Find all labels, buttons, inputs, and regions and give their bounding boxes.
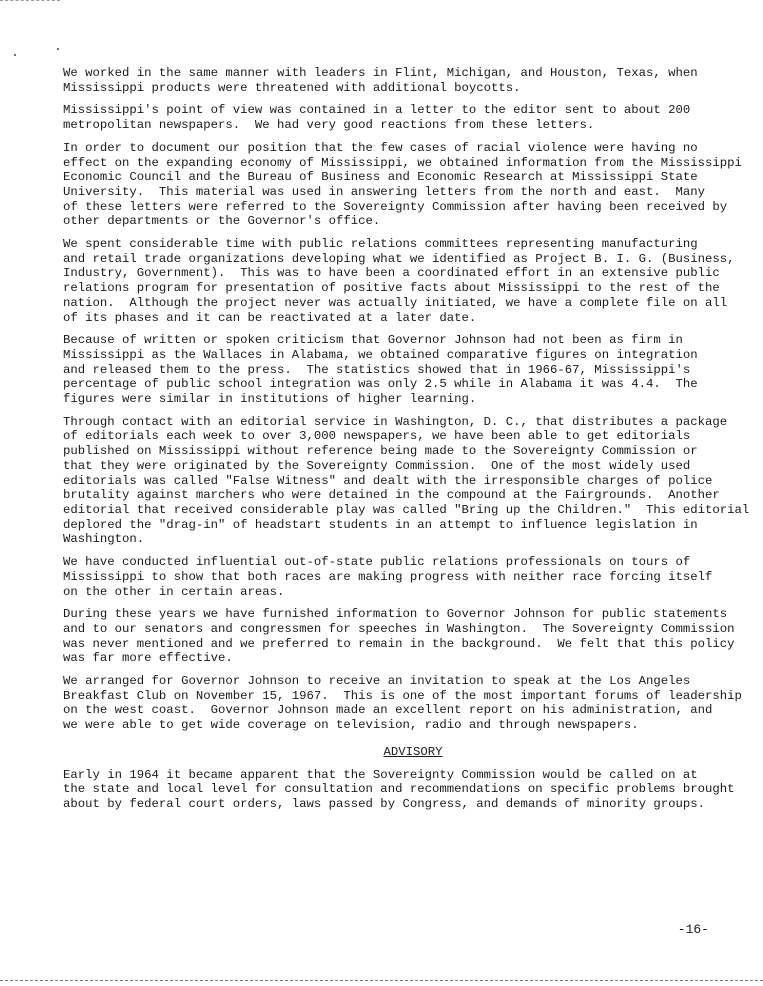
section-heading-advisory	[63, 745, 763, 760]
bottom-edge-rule	[0, 980, 763, 981]
top-edge-mark	[0, 0, 60, 1]
paragraph-breakfast-club: We arranged for Governor Johnson to receive an invitation to speak at the Los Angeles Breakfast Club on November 15, 1967. This is one of the most important forums of leadership on the west coast. Governor Johnson made an excellent report on his administration, and we were able to get wide coverage on television, radio and through newspapers.	[63, 674, 742, 733]
paragraph-letter-to-editor: Mississippi's point of view was contained in a letter to the editor sent to about 200 metropolitan newspapers. We had very good reactions from these letters.	[63, 103, 691, 133]
paragraph-tours: We have conducted influential out-of-state public relations professionals on tours of Mississippi to show that both races are making progress with neither race forcing itself on the other in certain areas.	[63, 555, 713, 599]
document-body	[63, 66, 763, 820]
paragraph-public-statements: During these years we have furnished information to Governor Johnson for public statements and to our senators and congressmen for speeches in Washington. The Sovereignty Commission was never mentioned and we preferred to remain in the background. We felt that this policy was far more effective.	[63, 607, 735, 666]
section-heading-text: ADVISORY	[383, 744, 443, 759]
paragraph-economic-data: In order to document our position that the few cases of racial violence were having no effect on the expanding economy of Mississippi, we obtained information from the Mississippi Economic Council and the Bureau of Business and Economic Research at Mississippi State University. This material was used in answering letters from the north and east. Many of these letters were referred to the Sovereignty Commission after having been received by other departments or the Governor's office.	[63, 140, 742, 229]
paragraph-integration-figures: Because of written or spoken criticism that Governor Johnson had not been as firm in Mississippi as the Wallaces in Alabama, we obtained comparative figures on integration and released them to the press. The statistics showed that in 1966-67, Mississippi's percentage of public school integration was only 2.5 while in Alabama it was 4.4. The figures were similar in institutions of higher learning.	[63, 333, 698, 407]
paragraph-project-big: We spent considerable time with public relations committees representing manufacturing and retail trade organizations developing what we identified as Project B. I. G. (Business, Industry, Government). This was to have been a coordinated effort in an extensive public relations program for presentation of positive facts about Mississippi to the rest of the nation. Although the project never was actually initiated, we have a complete file on all of its phases and it can be reactivated at a later date.	[63, 237, 735, 325]
paragraph-editorial-service: Through contact with an editorial service in Washington, D. C., that distributes a package of editorials each week to over 3,000 newspapers, we have been able to get editorials published on Mississippi without reference being made to the Sovereignty Commission or that they were originated by the Sovereignty Commission. One of the most widely used editorials was called "False Witness" and dealt with the irresponsible charges of police brutality against marchers who were detained in the compound at the Fairgrounds. Another editorial that received considerable play was called "Bring up the Children." This editorial deplored the "drag-in" of headstart students in an attempt to influence legislation in Washington.	[63, 414, 750, 547]
page-number: -16-	[677, 922, 709, 937]
scan-speck	[14, 54, 16, 56]
paragraph-boycotts: We worked in the same manner with leaders in Flint, Michigan, and Houston, Texas, when Mississippi products were threatened with additional boycotts.	[63, 66, 698, 95]
paragraph-advisory: Early in 1964 it became apparent that the Sovereignty Commission would be called on at the state and local level for consultation and recommendations on specific problems brought about by federal court orders, laws passed by Congress, and demands of minority groups.	[63, 767, 735, 811]
scan-speck	[57, 48, 59, 50]
